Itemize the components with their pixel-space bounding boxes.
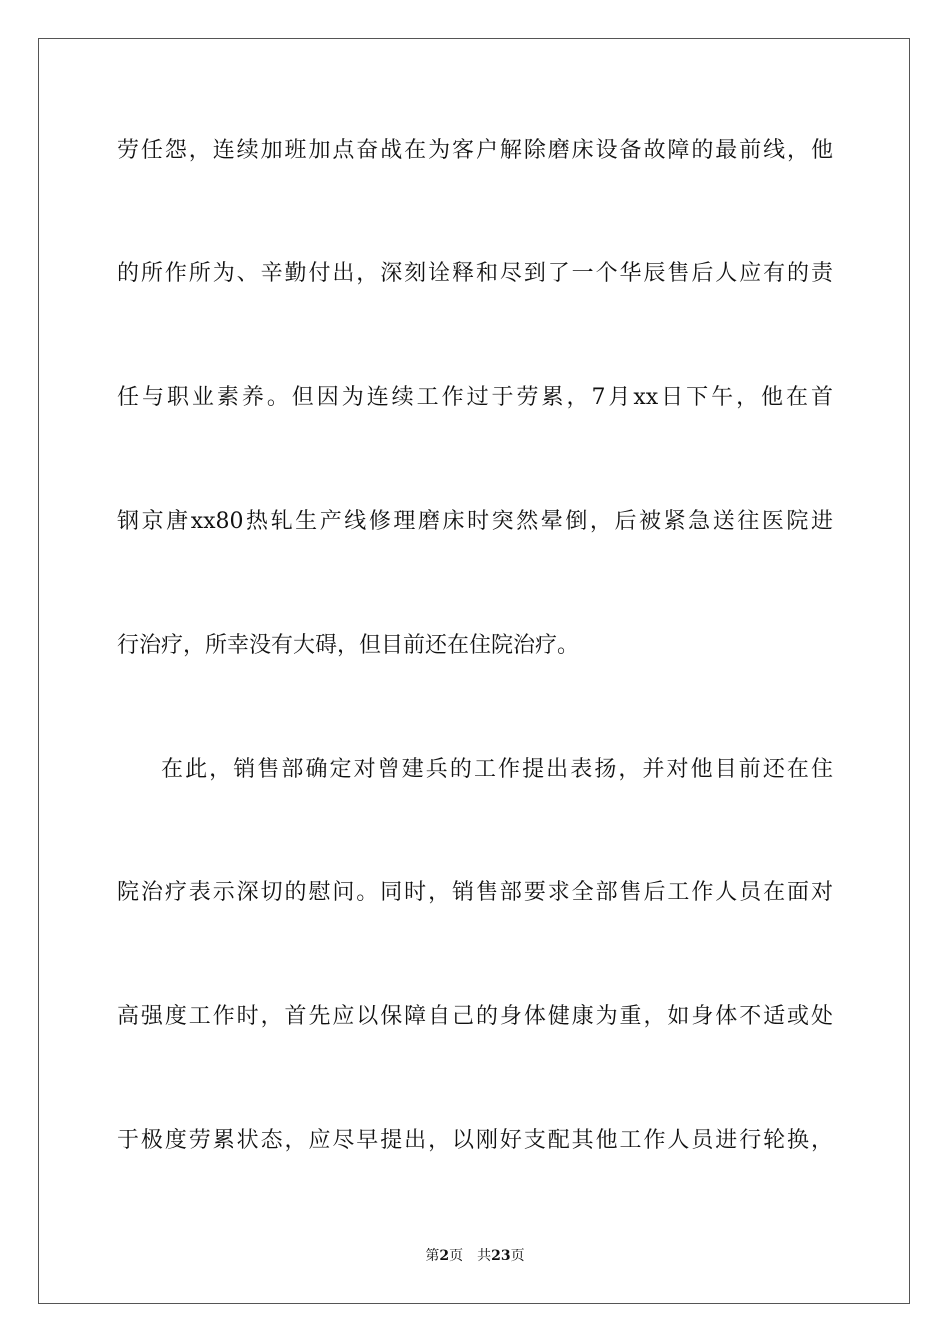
text-line-2: 的所作所为、辛勤付出，深刻诠释和尽到了一个华辰售后人应有的责: [117, 261, 833, 286]
text-line-4: 钢京唐xx80热轧生产线修理磨床时突然晕倒，后被紧急送往医院进: [117, 509, 833, 534]
total-prefix: 共: [477, 1248, 492, 1264]
text-line-9: 于极度劳累状态，应尽早提出，以刚好支配其他工作人员进行轮换，: [117, 1128, 833, 1153]
text-line-5: 行治疗，所幸没有大碍，但目前还在住院治疗。: [117, 633, 580, 658]
text-line-6: 在此，销售部确定对曾建兵的工作提出表扬，并对他目前还在住: [161, 757, 833, 782]
text-line-8: 高强度工作时，首先应以保障自己的身体健康为重，如身体不适或处: [117, 1004, 833, 1029]
text-line-7: 院治疗表示深切的慰问。同时，销售部要求全部售后工作人员在面对: [117, 880, 833, 905]
page-border: [38, 38, 910, 1304]
page-prefix: 第: [425, 1248, 440, 1264]
page-footer: [0, 1246, 950, 1266]
page-number: 2: [439, 1248, 450, 1264]
text-line-1: 劳任怨，连续加班加点奋战在为客户解除磨床设备故障的最前线，他: [117, 138, 833, 163]
total-suffix: 页: [510, 1248, 525, 1264]
page-suffix: 页: [449, 1248, 464, 1264]
text-line-3: 任与职业素养。但因为连续工作过于劳累，7月xx日下午，他在首: [117, 385, 833, 410]
total-pages: 23: [491, 1248, 511, 1264]
